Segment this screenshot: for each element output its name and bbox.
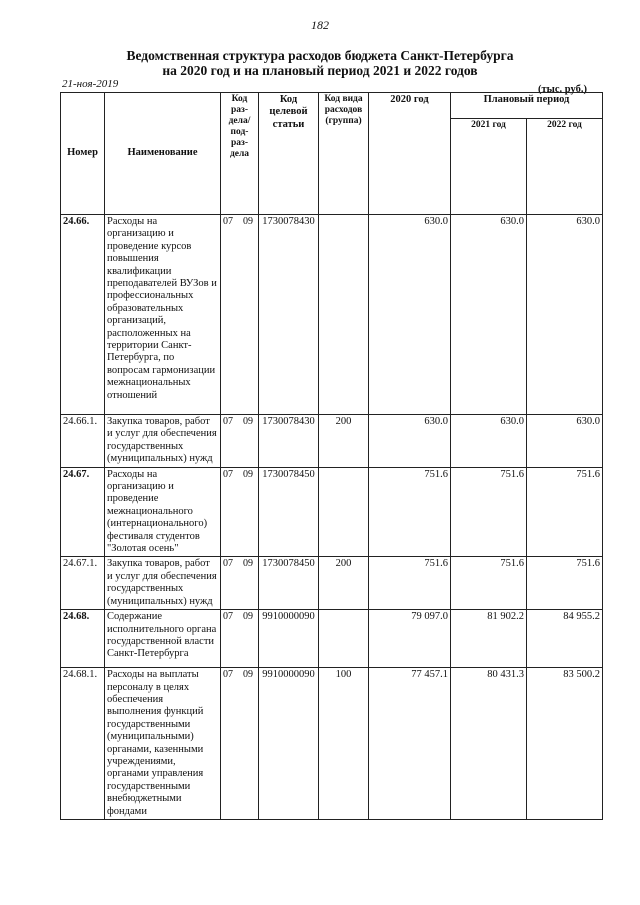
row-amount-2021: 751.6 [451,557,527,610]
row-name: Закупка товаров, работ и услуг для обеспечения государственных (муниципальных) нужд [105,415,221,468]
header-section: Код раз-дела/ под-раз-дела [221,93,259,215]
row-amount-2021: 630.0 [451,215,527,415]
header-name: Наименование [105,93,221,215]
table-row [61,215,603,415]
title-line-2: на 2020 год и на плановый период 2021 и 2022 годов [162,63,478,78]
header-expense-type: Код вида расходов (группа) [319,93,369,215]
section-code: 07 [223,416,233,427]
row-expense-type: 200 [319,557,369,610]
row-section-code [221,557,259,610]
row-section-code [221,668,259,820]
document-title [40,48,600,78]
page-number: 182 [311,18,329,32]
table-row [61,557,603,610]
table-row [61,610,603,668]
header-year-2021: 2021 год [451,119,527,215]
section-code: 07 [223,558,233,570]
table-row [61,668,603,820]
header-target: Код целевой статьи [259,93,319,215]
table-body [61,215,603,820]
table-header [61,93,603,215]
row-amount-2021: 630.0 [451,415,527,468]
row-amount-2022: 83 500.2 [527,668,603,820]
row-amount-2020: 751.6 [369,467,451,557]
row-amount-2022: 751.6 [527,467,603,557]
row-amount-2020: 751.6 [369,557,451,610]
subsection-code: 09 [243,611,253,623]
row-number: 24.66. [61,215,105,415]
row-name: Расходы на организацию и проведение межнационального (интернационального) фестиваля студентов "Золотая осень" [105,467,221,557]
row-target-code: 1730078430 [259,415,319,468]
table-row [61,415,603,468]
row-number: 24.67.1. [61,557,105,610]
row-amount-2020: 630.0 [369,415,451,468]
row-target-code: 1730078430 [259,215,319,415]
row-section-code [221,215,259,415]
header-year-2022: 2022 год [527,119,603,215]
row-amount-2021: 81 902.2 [451,610,527,668]
row-amount-2022: 751.6 [527,557,603,610]
row-section-code [221,415,259,468]
title-line-1: Ведомственная структура расходов бюджета Санкт-Петербурга [126,48,514,63]
row-target-code: 1730078450 [259,557,319,610]
row-amount-2021: 80 431.3 [451,668,527,820]
subsection-code: 09 [243,669,253,681]
table-row [61,467,603,557]
row-target-code: 1730078450 [259,467,319,557]
row-number: 24.68. [61,610,105,668]
row-amount-2021: 751.6 [451,467,527,557]
row-amount-2020: 77 457.1 [369,668,451,820]
row-amount-2022: 630.0 [527,215,603,415]
row-expense-type: 200 [319,415,369,468]
row-section-code [221,467,259,557]
budget-table [60,92,603,820]
row-amount-2022: 84 955.2 [527,610,603,668]
subsection-code: 09 [243,216,253,227]
row-expense-type [319,467,369,557]
row-expense-type [319,215,369,415]
row-section-code [221,610,259,668]
row-target-code: 9910000090 [259,610,319,668]
row-number: 24.67. [61,467,105,557]
section-code: 07 [223,611,233,623]
header-planned-period: Плановый период [451,93,603,119]
row-name: Расходы на организацию и проведение курсов повышения квалификации преподавателей ВУЗов и профессиональных образовательных организаций, расположенных на территории Санкт-Петербурга, по вопросам гармонизации межнациональных отношений [105,215,221,415]
row-name: Закупка товаров, работ и услуг для обеспечения государственных (муниципальных) нужд [105,557,221,610]
row-name: Расходы на выплаты персоналу в целях обеспечения выполнения функций государственными (муниципальными) органами, казенными учреждениями, органами управления государственными внебюджетными фондами [105,668,221,820]
row-amount-2020: 79 097.0 [369,610,451,668]
header-year-2020: 2020 год [369,93,451,215]
header-number: Номер [61,93,105,215]
row-target-code: 9910000090 [259,668,319,820]
row-expense-type: 100 [319,668,369,820]
document-date: 21-ноя-2019 [62,78,119,90]
units-label: (тыс. руб.) [538,84,587,95]
row-amount-2022: 630.0 [527,415,603,468]
row-expense-type [319,610,369,668]
section-code: 07 [223,216,233,227]
subsection-code: 09 [243,558,253,570]
row-amount-2020: 630.0 [369,215,451,415]
row-name: Содержание исполнительного органа государственной власти Санкт-Петербурга [105,610,221,668]
subsection-code: 09 [243,468,253,480]
row-number: 24.68.1. [61,668,105,820]
section-code: 07 [223,669,233,681]
section-code: 07 [223,468,233,480]
row-number: 24.66.1. [61,415,105,468]
subsection-code: 09 [243,416,253,427]
